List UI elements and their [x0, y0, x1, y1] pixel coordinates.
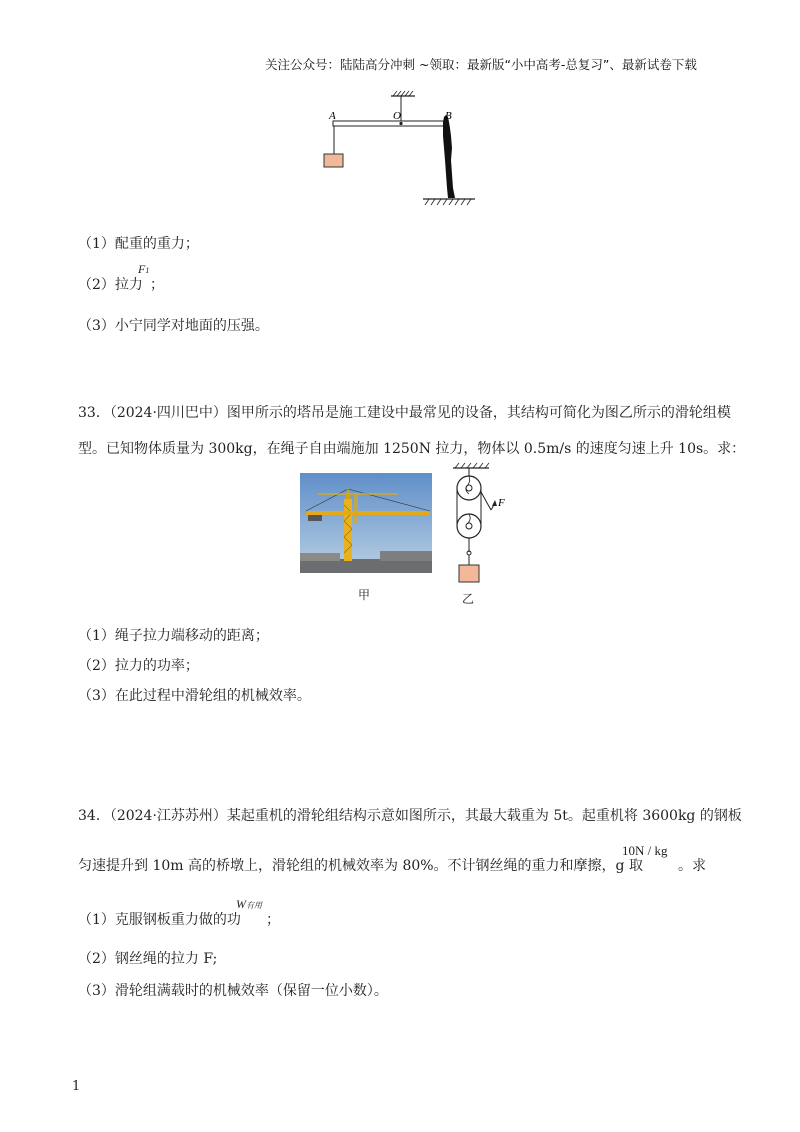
page-header: 关注公众号：陆陆高分冲刺 ~领取：最新版“小中高考-总复习”、最新试卷下载	[265, 57, 697, 72]
label-o: O	[393, 110, 401, 122]
caption-jia: 甲	[358, 588, 371, 602]
f1-symbol: F1	[138, 262, 150, 276]
q32-item-1: （1）配重的重力；	[78, 236, 199, 252]
q34-item-1-end: ；	[266, 912, 280, 928]
q34-stem-line-2-end: 。求	[678, 858, 706, 874]
q34-stem-line-1: 34．（2024·江苏苏州）某起重机的滑轮组结构示意如图所示，其最大载重为 5t。起重机将 3600kg 的钢板	[78, 808, 742, 824]
g-value: 10N / kg	[622, 843, 668, 858]
q32-item-3: （3）小宁同学对地面的压强。	[78, 318, 269, 334]
q33-item-2: （2）拉力的功率；	[78, 658, 199, 674]
q34-item-2: （2）钢丝绳的拉力 F;	[78, 951, 218, 967]
q34-item-3: （3）滑轮组满载时的机械效率（保留一位小数）。	[78, 983, 388, 999]
pulley-diagram	[445, 462, 515, 592]
q33-item-1: （1）绳子拉力端移动的距离；	[78, 628, 269, 644]
q32-item-2	[78, 276, 143, 294]
label-b: B	[445, 110, 452, 122]
label-a: A	[329, 110, 336, 122]
tower-crane-photo	[300, 473, 432, 573]
q34-item-1: （1）克服钢板重力做的功	[78, 912, 241, 928]
caption-yi: 乙	[462, 592, 475, 606]
lever-figure	[315, 88, 485, 213]
page-number: 1	[72, 1079, 81, 1094]
q34-stem-line-2: 匀速提升到 10m 高的桥墩上，滑轮组的机械效率为 80%。不计钢丝绳的重力和摩擦，g 取	[78, 858, 643, 874]
force-label-f: F	[498, 497, 505, 509]
q32-item-2-text: （2）拉力	[78, 277, 143, 293]
q33-stem-line-1: 33．（2024·四川巴中）图甲所示的塔吊是施工建设中最常见的设备，其结构可简化为图乙所示的滑轮组模	[78, 405, 731, 421]
q33-stem-line-2: 型。已知物体质量为 300kg，在绳子自由端施加 1250N 拉力，物体以 0.5m/s 的速度匀速上升 10s。求：	[78, 441, 746, 457]
w-useful-symbol: W有用	[236, 897, 262, 911]
q32-item-2-end: ；	[150, 277, 164, 293]
q33-item-3: （3）在此过程中滑轮组的机械效率。	[78, 688, 311, 704]
